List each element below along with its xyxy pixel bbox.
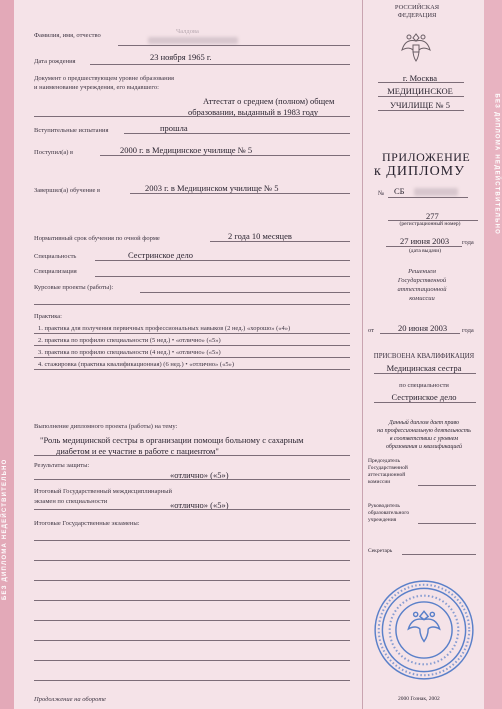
redacted-number [414,188,458,196]
term-value: 2 года 10 месяцев [228,231,292,241]
final-exam-line [34,509,350,510]
term-line [210,241,350,242]
term-label: Нормативный срок обучения по очной форме [34,235,160,242]
practice-line-2 [34,345,350,346]
country-line-1: РОССИЙСКАЯ [394,4,440,11]
secretary-signature-line [402,554,476,555]
head-line-3: учреждения [368,517,397,523]
practice-item-2: 2. практика по профилю специальности (5 нед.) • «отлично» («5») [38,337,221,344]
school-line-2: УЧИЛИЩЕ № 5 [390,100,450,110]
finished-label: Завершил(а) обучение в [34,187,101,194]
redacted-name [148,37,238,44]
birth-label: Дата рождения [34,58,76,65]
name-line [118,45,350,46]
specialization-label: Специализация [34,268,77,275]
column-divider [362,0,363,709]
title-line-2: к ДИПЛОМУ [374,164,466,179]
state-exams-line-1 [34,540,350,541]
number-prefix: № [378,190,385,197]
exams-line [124,133,350,134]
birth-line [90,64,350,65]
spec-label: Специальность [34,253,77,260]
head-line-2: образовательного [368,510,410,516]
spec-line [95,260,350,261]
chair-line-4: комиссии [368,479,391,485]
school-line-1: МЕДИЦИНСКОЕ [387,86,453,96]
decision-date-line [380,333,460,334]
right-spec-value: Сестринское дело [391,392,457,402]
state-exams-label: Итоговые Государственные экзамены: [34,520,140,527]
side-text-right: БЕЗ ДИПЛОМА НЕДЕЙСТВИТЕЛЬНО [494,93,500,235]
prev-doc-label-1: Документ о предшествующем уровне образования [34,75,175,82]
school-line-1-rule [378,96,464,97]
exams-value: прошла [160,123,188,133]
qualification-line [374,373,476,374]
qualification-label: ПРИСВОЕНА КВАЛИФИКАЦИЯ [373,353,475,360]
entered-line [100,155,350,156]
decision-line-3: аттестационной [397,286,447,293]
prev-doc-value-1: Аттестат о среднем (полном) общем [203,96,335,106]
qualification-value: Медицинская сестра [386,363,462,373]
side-text-left: БЕЗ ДИПЛОМА НЕДЕЙСТВИТЕЛЬНО [2,458,8,600]
country-line-2: ФЕДЕРАЦИЯ [397,12,437,19]
thesis-result-line [34,479,350,480]
prev-doc-label-2: и наименование учреждения, его выдавшего: [34,84,159,91]
specialization-line [95,276,350,277]
prev-doc-line [34,116,350,117]
issue-date-line [386,246,462,247]
final-exam-label-1: Итоговый Государственный междисциплинарный [34,488,172,495]
secretary-label: Секретарь [368,548,393,554]
reg-number-caption: (регистрационный номер) [399,221,461,227]
chair-line-1: Председатель [368,458,400,464]
state-exams-line-5 [34,620,350,621]
series: СБ [394,186,405,196]
left-security-stripe [0,0,14,709]
thesis-result-value: «отлично» («5») [170,470,229,480]
exams-label: Вступительные испытания [34,127,109,134]
state-exams-line-7 [34,660,350,661]
state-exams-line-4 [34,600,350,601]
head-line-1: Руководитель [368,503,400,509]
chair-line-3: аттестационной [368,472,406,478]
name-label: Фамилия, имя, отчество [34,32,101,39]
head-signature-line [418,523,476,524]
note-line-4: образования и квалификацией [385,444,463,450]
number-line [388,197,468,198]
note-line-3: в соответствии с уровнем [389,436,459,442]
final-exam-label-2: экзамен по специальности [34,498,108,505]
decision-line-2: Государственной [397,277,447,284]
entered-label: Поступил(а) в [34,149,74,156]
decision-line-1: Решением [408,268,436,275]
city: г. Москва [402,73,438,83]
decision-from: от [368,327,375,334]
prev-doc-value-2: образовании, выданный в 1983 году [188,107,319,117]
thesis-line-2: диабетом и ее участие в работе с пациентом" [56,446,219,456]
thesis-result-label: Результаты защиты: [34,462,90,469]
practice-item-3: 3. практика по профилю специальности (4 нед.) • «отлично» («5») [38,349,221,356]
practice-label: Практика: [34,313,62,320]
thesis-line-1: "Роль медицинской сестры в организации помощи больному с сахарным [40,435,304,445]
spec-value: Сестринское дело [128,250,194,260]
practice-line-1 [34,333,350,334]
decision-line-4: комиссии [409,295,435,302]
practice-line-4 [34,369,350,370]
courseworks-line-2 [34,304,350,305]
issue-date: 27 июня 2003 [400,236,450,246]
double-headed-eagle-icon [398,28,434,64]
footer-continuation: Продолжение на обороте [34,696,106,703]
state-exams-line-2 [34,560,350,561]
reg-number: 277 [426,211,439,221]
practice-line-3 [34,357,350,358]
thesis-label: Выполнение дипломного проекта (работы) на тему: [34,423,178,430]
practice-item-4: 4. стажировка (практика квалификационная) (6 нед.) • «отлично» («5») [38,361,235,368]
city-line [378,82,464,83]
print-info: 2000 Гознак, 2002 [398,696,440,702]
entered-value: 2000 г. в Медицинское училище № 5 [120,145,253,155]
finished-line [130,193,350,194]
state-exams-line-3 [34,580,350,581]
final-exam-value: «отлично» («5») [170,500,229,510]
decision-date-suffix: года [462,327,474,334]
note-line-2: на профессиональную деятельность [377,428,471,434]
title-line-1: ПРИЛОЖЕНИЕ [382,150,471,164]
name-value: Чалдова [176,28,199,35]
practice-item-1: 1. практика для получения первичных профессиональных навыков (2 нед.) «хорошо» («4») [38,325,291,332]
thesis-underline [34,455,350,456]
state-exams-line-8 [34,680,350,681]
right-spec-line [374,402,476,403]
finished-value: 2003 г. в Медицинском училище № 5 [145,183,279,193]
issue-date-caption: (дата выдачи) [408,248,442,254]
school-line-2-rule [378,110,464,111]
chair-signature-line [418,485,476,486]
courseworks-line-1 [140,292,350,293]
state-exams-line-6 [34,640,350,641]
note-line-1: Данный диплом дает право [388,420,460,426]
official-seal-icon [372,578,476,682]
birth-value: 23 ноября 1965 г. [150,52,212,62]
courseworks-label: Курсовые проекты (работы): [34,284,114,291]
by-spec-label: по специальности [399,382,449,389]
decision-date: 20 июня 2003 [398,323,448,333]
issue-date-suffix: года [462,239,474,246]
chair-line-2: Государственной [368,465,408,471]
